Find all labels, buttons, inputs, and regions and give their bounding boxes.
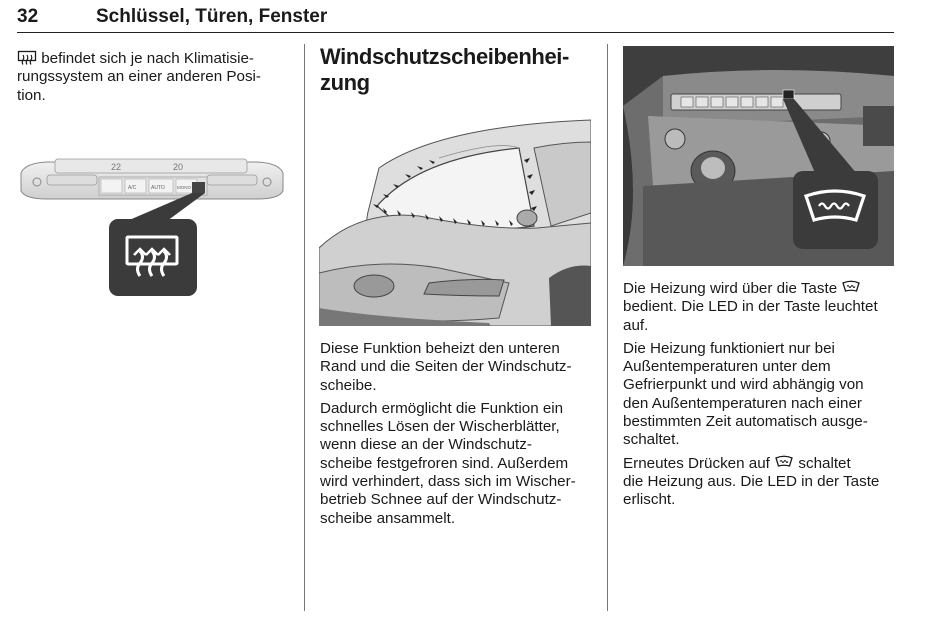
text-line: scheibe festgefroren sind. Außerdem bbox=[320, 454, 569, 472]
paragraph bbox=[320, 400, 596, 528]
ac-button-label: A/C bbox=[128, 185, 137, 191]
paragraph bbox=[623, 455, 898, 510]
text-line: den Außentemperaturen nach einer bbox=[623, 394, 862, 412]
text-fragment: Erneutes Drücken auf bbox=[623, 454, 770, 472]
windshield-heater-icon bbox=[774, 455, 794, 470]
column-divider bbox=[304, 44, 305, 611]
heading-line: zung bbox=[320, 70, 370, 95]
heading-line: Windschutzscheibenhei- bbox=[320, 44, 569, 69]
text-line: Rand und die Seiten der Windschutz- bbox=[320, 358, 572, 376]
text-line: schaltet. bbox=[623, 431, 680, 449]
text-line: rungssystem an einer anderen Posi- bbox=[17, 68, 261, 86]
text-line: scheibe. bbox=[320, 376, 377, 394]
text-line: bedient. Die LED in der Taste leuchtet bbox=[623, 298, 878, 316]
text-line: bestimmten Zeit automatisch ausge- bbox=[623, 413, 868, 431]
chapter-title: Schlüssel, Türen, Fenster bbox=[96, 6, 328, 27]
text-line: tion. bbox=[17, 86, 46, 104]
paragraph bbox=[623, 340, 898, 450]
column-2-text bbox=[320, 340, 596, 533]
text-line: schnelles Lösen der Wischerblätter, bbox=[320, 418, 560, 436]
text-line: scheibe ansammelt. bbox=[320, 509, 456, 527]
text-line: befindet sich je nach Klimatisie- bbox=[41, 50, 254, 67]
windshield-heater-icon bbox=[841, 280, 861, 295]
column-3-text bbox=[623, 280, 898, 515]
column-divider bbox=[607, 44, 608, 611]
column-1-text bbox=[17, 50, 292, 105]
auto-button-label: AUTO bbox=[151, 185, 165, 191]
paragraph bbox=[320, 340, 596, 395]
page-number: 32 bbox=[17, 6, 39, 27]
vehicle-illustration bbox=[319, 118, 591, 326]
text-line: Diese Funktion beheizt den unteren bbox=[320, 340, 560, 357]
text-line: betrieb Schnee auf der Windschutz- bbox=[320, 491, 562, 509]
text-line: auf. bbox=[623, 316, 649, 334]
rear-defrost-icon bbox=[17, 50, 37, 65]
text-line: wird verhindert, dass sich im Wischer- bbox=[320, 473, 576, 491]
text-fragment: Die Heizung wird über die Taste bbox=[623, 280, 838, 297]
dashboard-photo-illustration bbox=[623, 46, 894, 266]
text-line: Dadurch ermöglicht die Funktion ein bbox=[320, 399, 564, 417]
climate-panel-illustration bbox=[17, 155, 287, 300]
paragraph bbox=[623, 280, 898, 335]
text-line: die Heizung aus. Die LED in der Taste bbox=[623, 472, 880, 490]
text-line: erlischt. bbox=[623, 491, 676, 509]
mono-button-label: MONO bbox=[177, 185, 191, 190]
text-line: wenn diese an der Windschutz- bbox=[320, 436, 532, 454]
temp-right-display: 20 bbox=[173, 162, 184, 172]
temp-left-display: 22 bbox=[111, 162, 122, 172]
text-line: Gefrierpunkt und wird abhängig von bbox=[623, 376, 864, 394]
text-fragment: schaltet bbox=[798, 454, 851, 472]
section-heading bbox=[320, 44, 580, 96]
text-line: Die Heizung funktioniert nur bei bbox=[623, 339, 835, 357]
text-line: Außentemperaturen unter dem bbox=[623, 358, 831, 376]
page-header bbox=[17, 6, 894, 33]
